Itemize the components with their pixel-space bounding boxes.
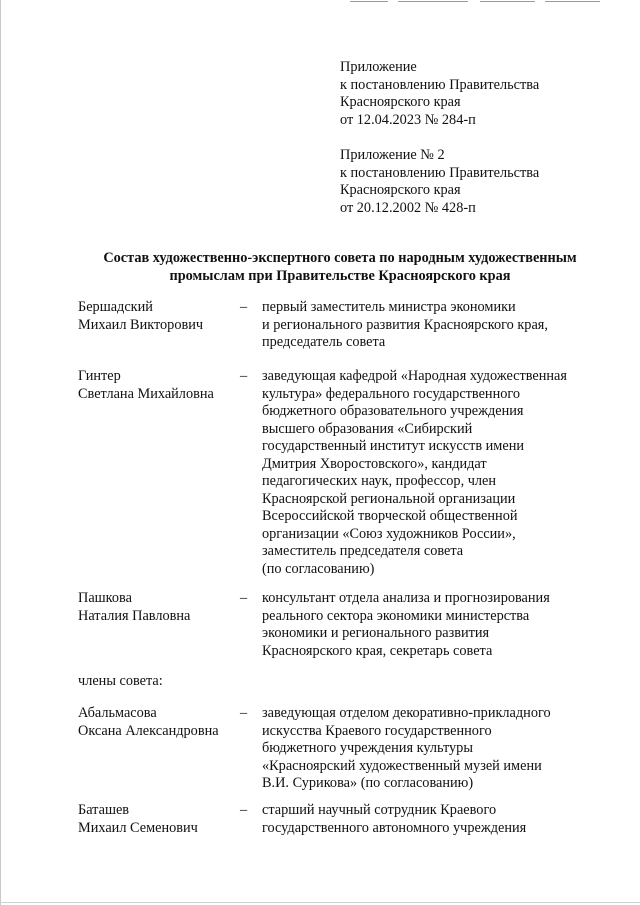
member-given-name: Оксана Александровна bbox=[78, 722, 219, 739]
appendix-line: к постановлению Правительства bbox=[340, 76, 540, 93]
desc-line: бюджетного образовательного учреждения bbox=[262, 403, 524, 419]
desc-line: экономики и регионального развития bbox=[262, 625, 490, 641]
desc-line: и регионального развития Красноярского края, bbox=[262, 316, 548, 333]
desc-line: (по согласованию) bbox=[262, 560, 375, 577]
member-description bbox=[262, 368, 567, 578]
appendix-line: Красноярского края bbox=[340, 94, 461, 110]
member-given-name: Михаил Семенович bbox=[78, 819, 198, 836]
appendix-line: Приложение № 2 bbox=[340, 147, 445, 163]
desc-line: старший научный сотрудник Краевого bbox=[262, 802, 497, 818]
member-surname: Бершадский bbox=[78, 299, 153, 315]
desc-line: культура» федерального государственного bbox=[262, 385, 521, 402]
document-title bbox=[60, 249, 620, 285]
desc-line: «Красноярский художественный музей имени bbox=[262, 757, 542, 774]
member-surname: Гинтер bbox=[78, 368, 121, 384]
member-given-name: Светлана Михайловна bbox=[78, 385, 214, 402]
desc-line: Красноярской региональной организации bbox=[262, 490, 516, 507]
title-line: Состав художественно-экспертного совета по народным художественным bbox=[103, 250, 577, 266]
desc-line: бюджетного учреждения культуры bbox=[262, 740, 473, 756]
member-given-name: Михаил Викторович bbox=[78, 316, 204, 333]
desc-line: В.И. Сурикова» (по согласованию) bbox=[262, 775, 474, 791]
appendix-line: Красноярского края bbox=[340, 182, 461, 198]
dash: – bbox=[240, 368, 248, 384]
dash: – bbox=[240, 802, 248, 818]
scan-top-marks bbox=[350, 0, 600, 3]
appendix-header-2 bbox=[340, 147, 539, 217]
page-edge-bottom bbox=[0, 902, 640, 903]
desc-line: организации «Союз художников России», bbox=[262, 525, 516, 542]
desc-line: Всероссийской творческой общественной bbox=[262, 508, 518, 524]
appendix-header-1 bbox=[340, 59, 539, 129]
member-description bbox=[262, 802, 526, 837]
member-surname: Пашкова bbox=[78, 590, 132, 606]
member-surname: Абальмасова bbox=[78, 705, 157, 721]
desc-line: председатель совета bbox=[262, 334, 386, 350]
dash: – bbox=[240, 590, 248, 606]
desc-line: Красноярского края, секретарь совета bbox=[262, 642, 493, 659]
appendix-line: от 20.12.2002 № 428-п bbox=[340, 199, 476, 216]
desc-line: консультант отдела анализа и прогнозирования bbox=[262, 590, 550, 606]
desc-line: искусства Краевого государственного bbox=[262, 722, 492, 739]
desc-line: заведующая кафедрой «Народная художественная bbox=[262, 368, 567, 384]
desc-line: реального сектора экономики министерства bbox=[262, 607, 530, 624]
page-edge-left bbox=[0, 0, 1, 905]
desc-line: государственный институт искусств имени bbox=[262, 438, 524, 454]
appendix-line: Приложение bbox=[340, 59, 417, 75]
member-name bbox=[78, 299, 203, 334]
member-description bbox=[262, 590, 550, 660]
appendix-line: от 12.04.2023 № 284-п bbox=[340, 111, 476, 128]
member-description bbox=[262, 705, 551, 793]
desc-line: первый заместитель министра экономики bbox=[262, 299, 516, 315]
desc-line: Дмитрия Хворостовского», кандидат bbox=[262, 455, 487, 472]
dash: – bbox=[240, 299, 248, 315]
desc-line: педагогических наук, профессор, член bbox=[262, 473, 497, 489]
desc-line: государственного автономного учреждения bbox=[262, 819, 527, 836]
member-given-name: Наталия Павловна bbox=[78, 607, 191, 624]
member-surname: Баташев bbox=[78, 802, 130, 818]
members-section-label: члены совета: bbox=[78, 673, 163, 689]
member-name bbox=[78, 705, 219, 740]
member-description bbox=[262, 299, 548, 352]
desc-line: заместитель председателя совета bbox=[262, 543, 464, 559]
desc-line: заведующая отделом декоративно-прикладного bbox=[262, 705, 551, 721]
member-name bbox=[78, 802, 198, 837]
title-line: промыслам при Правительстве Красноярского края bbox=[169, 268, 511, 284]
member-name bbox=[78, 368, 214, 403]
dash: – bbox=[240, 705, 248, 721]
member-name bbox=[78, 590, 190, 625]
appendix-line: к постановлению Правительства bbox=[340, 164, 540, 181]
desc-line: высшего образования «Сибирский bbox=[262, 420, 473, 437]
